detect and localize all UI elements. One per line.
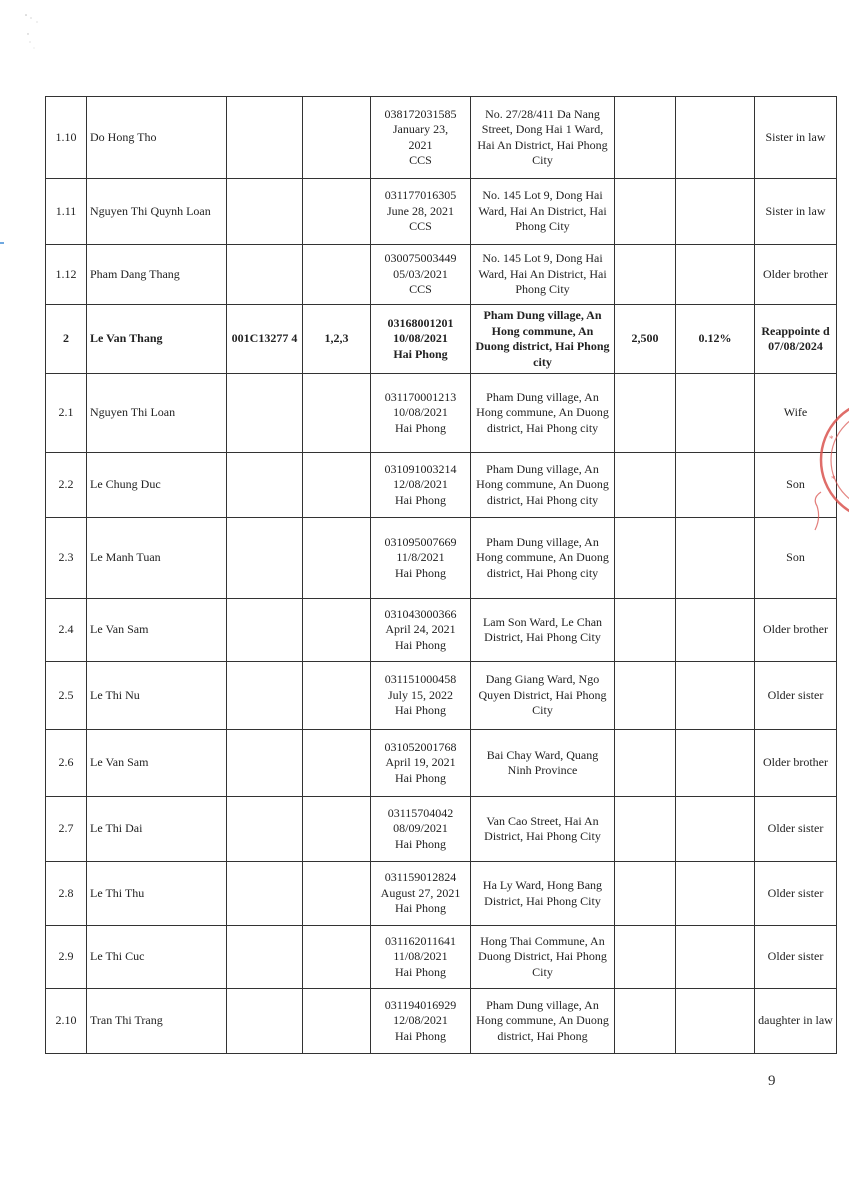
row-number: 2.4 bbox=[46, 599, 87, 662]
table-row bbox=[46, 599, 837, 662]
table-row bbox=[46, 797, 837, 862]
id-line: January 23, bbox=[392, 122, 449, 136]
share-count bbox=[615, 179, 676, 245]
table-row bbox=[46, 453, 837, 518]
relationship: Older sister bbox=[755, 797, 837, 862]
share-count bbox=[615, 245, 676, 305]
row-number: 2 bbox=[46, 305, 87, 374]
ownership-ratio bbox=[676, 518, 755, 599]
securities-account bbox=[227, 989, 303, 1054]
id-document bbox=[371, 730, 471, 797]
row-number: 2.3 bbox=[46, 518, 87, 599]
id-document bbox=[371, 453, 471, 518]
scan-edge-mark bbox=[0, 242, 4, 244]
ownership-ratio bbox=[676, 97, 755, 179]
person-name: Le Thi Dai bbox=[87, 797, 227, 862]
address: Dang Giang Ward, Ngo Quyen District, Hai Phong City bbox=[471, 662, 615, 730]
id-line: 10/08/2021 bbox=[393, 331, 448, 346]
table-row bbox=[46, 305, 837, 374]
person-name: Le Thi Nu bbox=[87, 662, 227, 730]
table-row bbox=[46, 518, 837, 599]
address: Van Cao Street, Hai An District, Hai Phong City bbox=[471, 797, 615, 862]
person-name: Le Manh Tuan bbox=[87, 518, 227, 599]
position-code bbox=[303, 797, 371, 862]
row-number: 2.6 bbox=[46, 730, 87, 797]
ownership-ratio: 0.12% bbox=[676, 305, 755, 374]
securities-account bbox=[227, 926, 303, 989]
securities-account bbox=[227, 518, 303, 599]
row-number: 2.7 bbox=[46, 797, 87, 862]
table-row bbox=[46, 862, 837, 926]
id-line: Hai Phong bbox=[395, 836, 446, 851]
id-line: July 15, 2022 bbox=[387, 687, 453, 702]
related-persons-table bbox=[45, 96, 837, 1054]
relationship: Son bbox=[755, 518, 837, 599]
relationship: Older sister bbox=[755, 662, 837, 730]
id-document bbox=[371, 862, 471, 926]
row-number: 2.9 bbox=[46, 926, 87, 989]
id-line: April 19, 2021 bbox=[385, 755, 456, 770]
svg-text:*: * bbox=[829, 434, 834, 444]
id-line: 031151000458 bbox=[384, 672, 457, 687]
id-line: 030075003449 bbox=[384, 251, 457, 266]
relationship: Sister in law bbox=[755, 179, 837, 245]
securities-account bbox=[227, 599, 303, 662]
relationship: Older brother bbox=[755, 599, 837, 662]
securities-account bbox=[227, 374, 303, 453]
address: Pham Dung village, An Hong commune, An Duong district, Hai Phong bbox=[471, 989, 615, 1054]
id-line: Hai Phong bbox=[395, 1028, 446, 1043]
position-code bbox=[303, 862, 371, 926]
id-line: 10/08/2021 bbox=[393, 405, 448, 420]
red-seal-stamp-icon bbox=[801, 400, 849, 570]
address: Lam Son Ward, Le Chan District, Hai Phong City bbox=[471, 599, 615, 662]
id-document bbox=[371, 374, 471, 453]
row-number: 2.8 bbox=[46, 862, 87, 926]
relationship: Wife bbox=[755, 374, 837, 453]
id-line: CCS bbox=[409, 282, 432, 297]
address: No. 145 Lot 9, Dong Hai Ward, Hai An District, Hai Phong City bbox=[471, 179, 615, 245]
id-line: CCS bbox=[409, 219, 432, 234]
person-name: Le Thi Cuc bbox=[87, 926, 227, 989]
position-code bbox=[303, 926, 371, 989]
ownership-ratio bbox=[676, 374, 755, 453]
ownership-ratio bbox=[676, 797, 755, 862]
id-line: Hai Phong bbox=[395, 901, 446, 916]
id-line: 031052001768 bbox=[384, 739, 457, 754]
id-line: 11/08/2021 bbox=[393, 949, 448, 964]
id-line: 11/8/2021 bbox=[396, 550, 445, 565]
share-count bbox=[615, 797, 676, 862]
securities-account bbox=[227, 862, 303, 926]
table-row bbox=[46, 97, 837, 179]
id-line: Hai Phong bbox=[395, 565, 446, 580]
share-count bbox=[615, 862, 676, 926]
id-line: Hai Phong bbox=[395, 492, 446, 507]
securities-account bbox=[227, 245, 303, 305]
address: Ha Ly Ward, Hong Bang District, Hai Phong City bbox=[471, 862, 615, 926]
id-document bbox=[371, 245, 471, 305]
ownership-ratio bbox=[676, 599, 755, 662]
securities-account bbox=[227, 97, 303, 179]
ownership-ratio bbox=[676, 989, 755, 1054]
id-line: 031043000366 bbox=[384, 606, 457, 621]
id-line: 038172031585 bbox=[384, 106, 457, 121]
person-name: Do Hong Tho bbox=[87, 97, 227, 179]
id-line: 031095007669 bbox=[384, 534, 457, 549]
ownership-ratio bbox=[676, 453, 755, 518]
position-code bbox=[303, 662, 371, 730]
row-number: 2.2 bbox=[46, 453, 87, 518]
address: Pham Dung village, An Hong commune, An Duong district, Hai Phong city bbox=[471, 305, 615, 374]
share-count bbox=[615, 989, 676, 1054]
table-body bbox=[46, 97, 837, 1054]
address: Pham Dung village, An Hong commune, An Duong district, Hai Phong city bbox=[471, 518, 615, 599]
id-document bbox=[371, 926, 471, 989]
ownership-ratio bbox=[676, 730, 755, 797]
id-line: 031170001213 bbox=[384, 389, 457, 404]
id-line: August 27, 2021 bbox=[380, 885, 461, 900]
id-line: June 28, 2021 bbox=[387, 203, 454, 218]
table-row bbox=[46, 662, 837, 730]
id-line: 05/03/2021 bbox=[393, 266, 448, 281]
ownership-ratio bbox=[676, 245, 755, 305]
share-count bbox=[615, 926, 676, 989]
ownership-ratio bbox=[676, 862, 755, 926]
position-code bbox=[303, 599, 371, 662]
row-number: 2.10 bbox=[46, 989, 87, 1054]
relationship: Older sister bbox=[755, 926, 837, 989]
securities-account bbox=[227, 179, 303, 245]
relationship: Sister in law bbox=[755, 97, 837, 179]
id-line: Hai Phong bbox=[395, 964, 446, 979]
securities-account bbox=[227, 797, 303, 862]
relationship: Son bbox=[755, 453, 837, 518]
share-count bbox=[615, 599, 676, 662]
relationship: Reappointe d 07/08/2024 bbox=[755, 305, 837, 374]
person-name: Le Van Thang bbox=[87, 305, 227, 374]
row-number: 2.5 bbox=[46, 662, 87, 730]
id-document bbox=[371, 797, 471, 862]
position-code bbox=[303, 989, 371, 1054]
person-name: Le Chung Duc bbox=[87, 453, 227, 518]
id-document bbox=[371, 989, 471, 1054]
ownership-ratio bbox=[676, 926, 755, 989]
svg-text:*: * bbox=[831, 474, 836, 484]
person-name: Le Van Sam bbox=[87, 730, 227, 797]
relationship: Older brother bbox=[755, 730, 837, 797]
table-row bbox=[46, 179, 837, 245]
relationship: daughter in law bbox=[755, 989, 837, 1054]
address: Bai Chay Ward, Quang Ninh Province bbox=[471, 730, 615, 797]
ownership-ratio bbox=[676, 179, 755, 245]
securities-account bbox=[227, 453, 303, 518]
id-line: 2021 bbox=[408, 137, 433, 152]
id-line: Hai Phong bbox=[395, 770, 446, 785]
position-code bbox=[303, 730, 371, 797]
address: Hong Thai Commune, An Duong District, Hai Phong City bbox=[471, 926, 615, 989]
person-name: Le Thi Thu bbox=[87, 862, 227, 926]
position-code bbox=[303, 245, 371, 305]
share-count bbox=[615, 374, 676, 453]
page-number: 9 bbox=[768, 1073, 776, 1089]
table-row bbox=[46, 989, 837, 1054]
id-line: 031194016929 bbox=[384, 997, 457, 1012]
securities-account bbox=[227, 662, 303, 730]
share-count bbox=[615, 662, 676, 730]
id-line: 08/09/2021 bbox=[393, 821, 448, 836]
id-line: 031159012824 bbox=[384, 870, 457, 885]
id-document bbox=[371, 305, 471, 374]
address: Pham Dung village, An Hong commune, An Duong district, Hai Phong city bbox=[471, 374, 615, 453]
id-line: 031177016305 bbox=[384, 188, 457, 203]
id-line: 03115704042 bbox=[387, 805, 454, 820]
position-code: 1,2,3 bbox=[303, 305, 371, 374]
address: Pham Dung village, An Hong commune, An Duong district, Hai Phong city bbox=[471, 453, 615, 518]
id-document bbox=[371, 518, 471, 599]
id-line: Hai Phong bbox=[393, 346, 448, 361]
person-name: Nguyen Thi Quynh Loan bbox=[87, 179, 227, 245]
ownership-ratio bbox=[676, 662, 755, 730]
securities-account bbox=[227, 730, 303, 797]
id-line: 03168001201 bbox=[387, 315, 454, 330]
person-name: Le Van Sam bbox=[87, 599, 227, 662]
address: No. 27/28/411 Da Nang Street, Dong Hai 1 Ward, Hai An District, Hai Phong City bbox=[471, 97, 615, 179]
person-name: Tran Thi Trang bbox=[87, 989, 227, 1054]
share-count bbox=[615, 518, 676, 599]
id-line: Hai Phong bbox=[395, 420, 446, 435]
position-code bbox=[303, 453, 371, 518]
id-line: April 24, 2021 bbox=[385, 622, 456, 637]
id-line: 031091003214 bbox=[384, 461, 457, 476]
share-count bbox=[615, 453, 676, 518]
id-line: Hai Phong bbox=[395, 637, 446, 652]
table-row bbox=[46, 730, 837, 797]
position-code bbox=[303, 518, 371, 599]
id-line: 12/08/2021 bbox=[393, 1013, 448, 1028]
table-row bbox=[46, 926, 837, 989]
id-document bbox=[371, 97, 471, 179]
position-code bbox=[303, 97, 371, 179]
position-code bbox=[303, 179, 371, 245]
row-number: 1.10 bbox=[46, 97, 87, 179]
row-number: 2.1 bbox=[46, 374, 87, 453]
relationship: Older sister bbox=[755, 862, 837, 926]
table-row bbox=[46, 374, 837, 453]
share-count: 2,500 bbox=[615, 305, 676, 374]
position-code bbox=[303, 374, 371, 453]
scan-noise-icon bbox=[22, 12, 62, 62]
row-number: 1.11 bbox=[46, 179, 87, 245]
id-line: CCS bbox=[409, 153, 432, 167]
person-name: Pham Dang Thang bbox=[87, 245, 227, 305]
id-document bbox=[371, 179, 471, 245]
id-line: 031162011641 bbox=[384, 933, 457, 948]
id-line: Hai Phong bbox=[395, 703, 446, 718]
share-count bbox=[615, 97, 676, 179]
person-name: Nguyen Thi Loan bbox=[87, 374, 227, 453]
row-number: 1.12 bbox=[46, 245, 87, 305]
share-count bbox=[615, 730, 676, 797]
address: No. 145 Lot 9, Dong Hai Ward, Hai An District, Hai Phong City bbox=[471, 245, 615, 305]
table-row bbox=[46, 245, 837, 305]
securities-account: 001C13277 4 bbox=[227, 305, 303, 374]
id-document bbox=[371, 662, 471, 730]
relationship: Older brother bbox=[755, 245, 837, 305]
id-document bbox=[371, 599, 471, 662]
id-line: 12/08/2021 bbox=[393, 477, 448, 492]
